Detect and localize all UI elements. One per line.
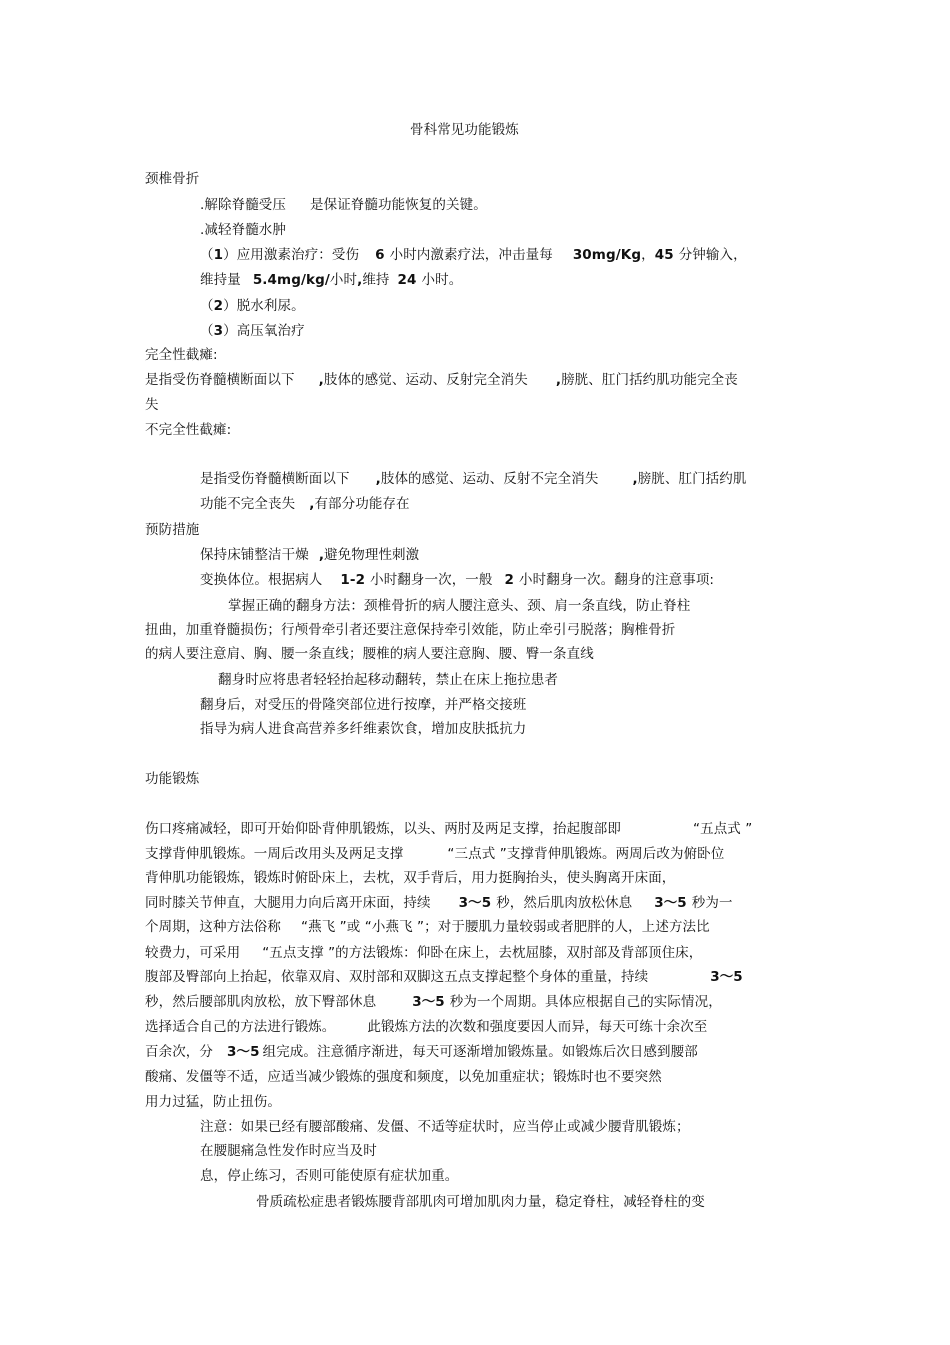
section-heading-incomplete: 不完全性截瘫: (145, 422, 232, 438)
page-title: 骨科常见功能锻炼 (410, 122, 519, 138)
text-line: 背伸肌功能锻炼，锻炼时俯卧床上，去枕，双手背后，用力挺胸抬头，使头胸离开床面， (145, 870, 676, 886)
section-heading-prevention: 预防措施 (145, 522, 200, 538)
text-line: 个周期，这种方法俗称 “燕飞 ”或 “小燕飞 ”；对于腰肌力量较弱或者肥胖的人，上述方法比 (145, 919, 710, 935)
text-line: 伤口疼痛减轻，即可开始仰卧背伸肌锻炼，以头、两肘及两足支撑，抬起腹部即 “五点式 ” (145, 821, 753, 837)
text-line: （1）应用激素治疗：受伤 6 小时内激素疗法，冲击量每 30mg/Kg，45 分钟输入， (200, 247, 747, 263)
text-line: 翻身后，对受压的骨隆突部位进行按摩，并严格交接班 (200, 697, 527, 713)
section-heading-cervical: 颈椎骨折 (145, 171, 200, 187)
text-line: 翻身时应将患者轻轻抬起移动翻转，禁止在床上拖拉患者 (218, 672, 558, 688)
text-line: 是指受伤脊髓横断面以下 ,肢体的感觉、运动、反射完全消失 ,膀胱、肛门括约肌功能完全丧 (145, 372, 738, 388)
section-heading-complete: 完全性截瘫: (145, 347, 218, 363)
section-heading-exercise: 功能锻炼 (145, 771, 200, 787)
text-line: 功能不完全丧失 ,有部分功能存在 (200, 496, 410, 512)
note-line: 注意：如果已经有腰部酸痛、发僵、不适等症状时，应当停止或减少腰背肌锻炼； (200, 1119, 690, 1135)
text-line: 同时膝关节伸直，大腿用力向后离开床面，持续 3～5 秒，然后肌肉放松休息 3～5 秒为一 (145, 895, 733, 911)
text-line: 变换体位。根据病人 1-2 小时翻身一次，一般 2 小时翻身一次。翻身的注意事项: (200, 572, 715, 588)
text-line: 酸痛、发僵等不适，应适当减少锻炼的强度和频度，以免加重症状；锻炼时也不要突然 (145, 1069, 662, 1085)
text-line: 百余次，分 3～5 组完成。注意循序渐进，每天可逐渐增加锻炼量。如锻炼后次日感到腰部 (145, 1044, 698, 1060)
note-line: 骨质疏松症患者锻炼腰背部肌肉可增加肌肉力量，稳定脊柱，减轻脊柱的变 (256, 1194, 705, 1210)
text-line: 秒，然后腰部肌肉放松，放下臀部休息 3～5 秒为一个周期。具体应根据自己的实际情况， (145, 994, 722, 1010)
text-line: 指导为病人进食高营养多纤维素饮食，增加皮肤抵抗力 (200, 721, 527, 737)
text-line: 掌握正确的翻身方法：颈椎骨折的病人腰注意头、颈、肩一条直线，防止脊柱 (228, 598, 691, 614)
text-line: 是指受伤脊髓横断面以下 ,肢体的感觉、运动、反射不完全消失 ,膀胱、肛门括约肌 (200, 471, 747, 487)
text-line: 腹部及臀部向上抬起，依靠双肩、双肘部和双脚这五点支撑起整个身体的重量，持续 3～5 (145, 969, 743, 985)
text-line: .减轻脊髓水肿 (200, 222, 286, 238)
text-line: 保持床铺整洁干燥 ,避免物理性刺激 (200, 547, 420, 563)
text-line: 用力过猛，防止扭伤。 (145, 1094, 281, 1110)
text-line: （3）高压氧治疗 (200, 323, 305, 339)
text-line: 扭曲，加重脊髓损伤；行颅骨牵引者还要注意保持牵引效能，防止牵引弓脱落；胸椎骨折 (145, 622, 676, 638)
text-line: .解除脊髓受压 是保证脊髓功能恢复的关键。 (200, 197, 487, 213)
text-line: 选择适合自己的方法进行锻炼。 此锻炼方法的次数和强度要因人而异，每天可练十余次至 (145, 1019, 708, 1035)
text-line: 较费力，可采用 “五点支撑 ”的方法锻炼：仰卧在床上，去枕屈膝，双肘部及背部顶住床， (145, 945, 703, 961)
text-line: 支撑背伸肌锻炼。一周后改用头及两足支撑 “三点式 ”支撑背伸肌锻炼。两周后改为俯卧位 (145, 846, 725, 862)
text-line: （2）脱水利尿。 (200, 298, 305, 314)
text-line: 失 (145, 397, 159, 413)
text-line: 维持量 5.4mg/kg/小时,维持 24 小时。 (200, 272, 463, 288)
text-line: 的病人要注意肩、胸、腰一条直线；腰椎的病人要注意胸、腰、臀一条直线 (145, 646, 594, 662)
note-line: 在腰腿痛急性发作时应当及时 (200, 1143, 377, 1159)
note-line: 息，停止练习，否则可能使原有症状加重。 (200, 1168, 459, 1184)
